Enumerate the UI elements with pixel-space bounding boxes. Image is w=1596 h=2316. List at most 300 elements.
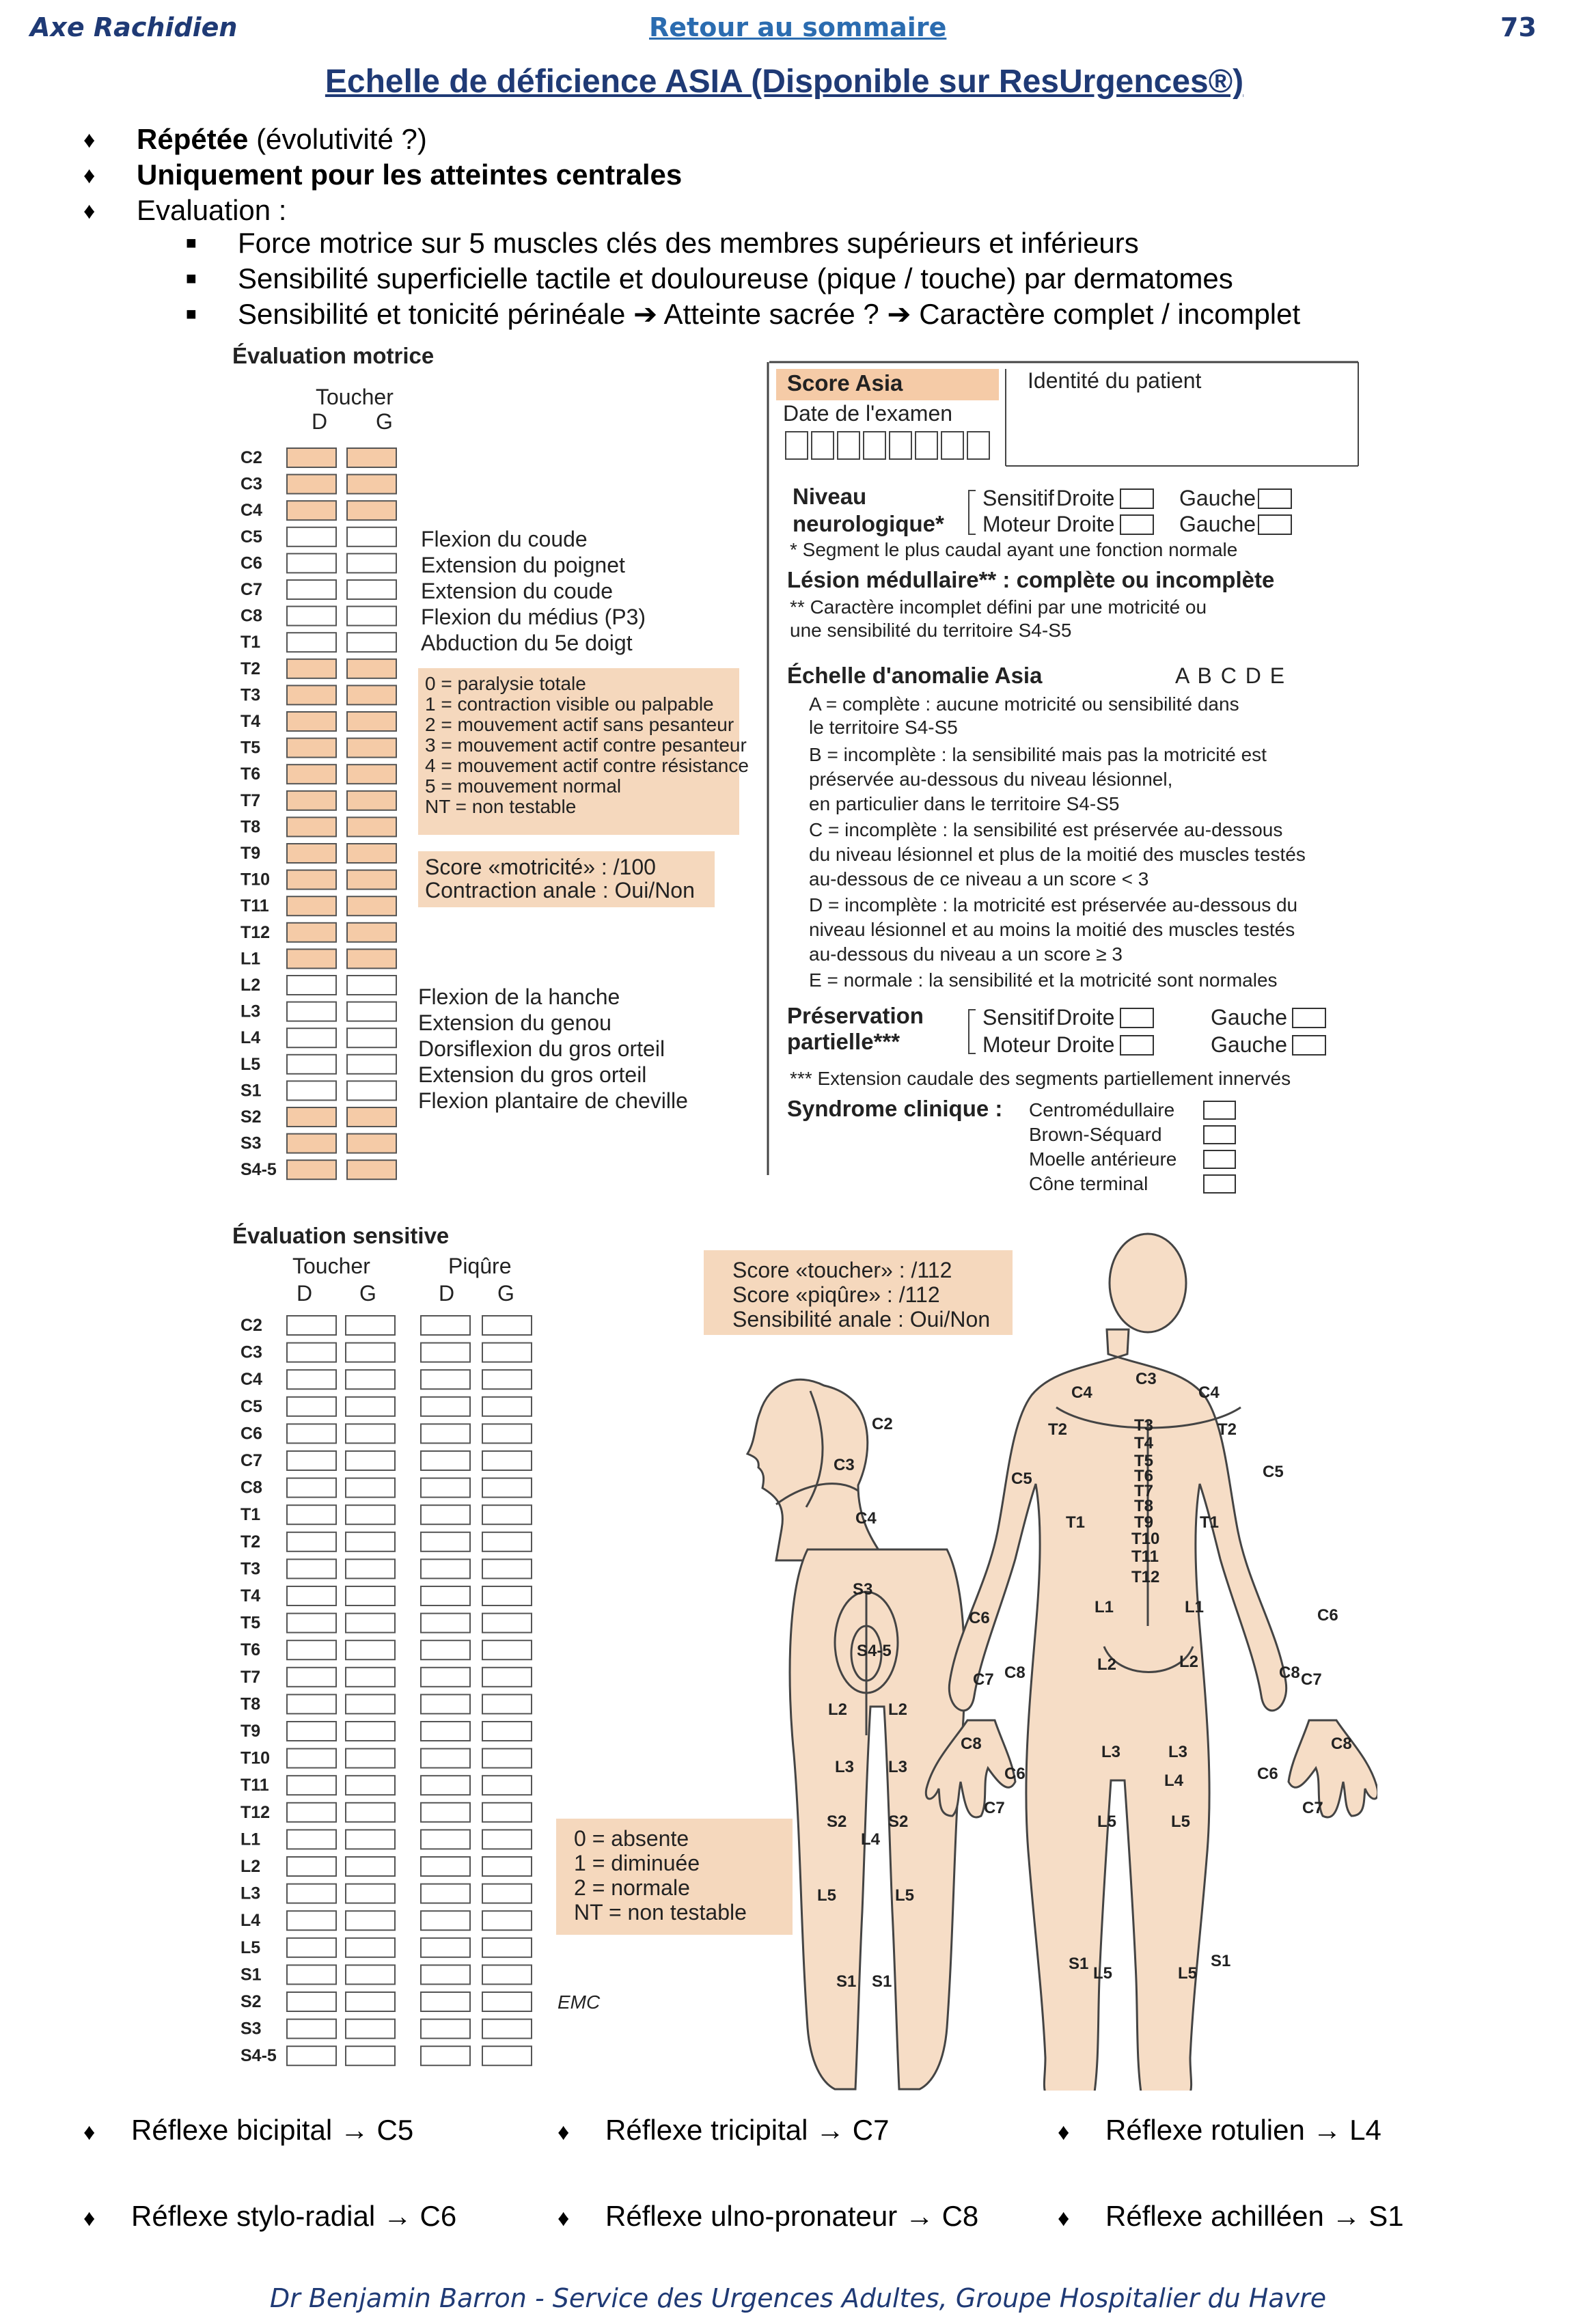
dermatome-label: C8 xyxy=(961,1735,982,1753)
diamond-bullet-icon: ♦ xyxy=(83,2205,96,2231)
touch-left-box[interactable] xyxy=(346,1884,395,1903)
prick-left-box[interactable] xyxy=(482,2019,532,2039)
motor-score-box-left[interactable] xyxy=(347,1055,396,1074)
motor-score-box-left[interactable] xyxy=(347,791,396,810)
prick-left-box[interactable] xyxy=(482,1451,532,1470)
dermatome-label: T11 xyxy=(1131,1547,1159,1566)
touch-right-box[interactable] xyxy=(287,1803,336,1822)
checkbox[interactable] xyxy=(1293,1008,1325,1028)
droite-label: Droite xyxy=(1056,1032,1115,1057)
prick-right-box[interactable] xyxy=(421,1532,470,1552)
syndrome-option: Brown-Séquard xyxy=(1029,1124,1162,1145)
sub-bullet-item: ■ Force motrice sur 5 muscles clés des membres supérieurs et inférieurs xyxy=(186,227,1139,259)
syndrome-label: Syndrome clinique : xyxy=(787,1096,1003,1121)
touch-left-box[interactable] xyxy=(346,1586,395,1605)
motor-score-box-left[interactable] xyxy=(347,1081,396,1100)
motor-score-box-left[interactable] xyxy=(347,580,396,599)
prick-right-box[interactable] xyxy=(421,1343,470,1362)
diamond-bullet-icon: ♦ xyxy=(83,127,96,153)
level-label: T2 xyxy=(240,1532,261,1552)
sensory-g-header: G xyxy=(497,1281,514,1306)
dermatome-label: C3 xyxy=(834,1456,855,1474)
motor-score-box-left[interactable] xyxy=(347,607,396,626)
incomplete-note: ** Caractère incomplet défini par une motricité ou xyxy=(790,596,1207,618)
touch-right-box[interactable] xyxy=(287,1586,336,1605)
dermatome-label: L3 xyxy=(1101,1743,1121,1761)
prick-left-box[interactable] xyxy=(482,1343,532,1362)
prick-right-box[interactable] xyxy=(421,1640,470,1659)
page-number: 73 xyxy=(1500,12,1537,42)
anterior-body-illustration xyxy=(949,1234,1286,2091)
prick-left-box[interactable] xyxy=(482,1668,532,1687)
prick-right-box[interactable] xyxy=(421,1397,470,1416)
motor-score-box-right[interactable] xyxy=(287,817,336,836)
motor-score-box-right[interactable] xyxy=(287,1160,336,1179)
muscle-label: Extension du gros orteil xyxy=(418,1062,647,1087)
prick-right-box[interactable] xyxy=(421,1857,470,1876)
neuro-level-label: Niveau xyxy=(793,484,867,509)
square-bullet-icon: ■ xyxy=(186,268,197,288)
dermatome-label: C4 xyxy=(1198,1383,1220,1402)
prick-left-box[interactable] xyxy=(482,1857,532,1876)
motor-score-box-left[interactable] xyxy=(347,685,396,704)
checkbox[interactable] xyxy=(1120,515,1153,534)
date-digit-box[interactable] xyxy=(812,432,834,459)
touch-left-box[interactable] xyxy=(346,1694,395,1713)
level-label: T11 xyxy=(240,896,269,916)
gauche-label: Gauche xyxy=(1211,1032,1288,1057)
touch-right-box[interactable] xyxy=(287,1370,336,1389)
motor-score-box-left[interactable] xyxy=(347,1160,396,1179)
prick-right-box[interactable] xyxy=(421,1586,470,1605)
motor-score-box-right[interactable] xyxy=(287,1107,336,1127)
touch-left-box[interactable] xyxy=(346,1803,395,1822)
touch-left-box[interactable] xyxy=(346,1749,395,1768)
prick-score-label: Score «piqûre» : /112 xyxy=(732,1282,940,1307)
dermatome-label: T10 xyxy=(1131,1530,1160,1548)
prick-right-box[interactable] xyxy=(421,1803,470,1822)
touch-right-box[interactable] xyxy=(287,1749,336,1768)
motor-score-box-right[interactable] xyxy=(287,1028,336,1047)
touch-left-box[interactable] xyxy=(346,1965,395,1984)
prick-left-box[interactable] xyxy=(482,1532,532,1552)
motor-g-header: G xyxy=(376,409,393,434)
prick-left-box[interactable] xyxy=(482,1803,532,1822)
touch-left-box[interactable] xyxy=(346,2019,395,2039)
checkbox[interactable] xyxy=(1293,1036,1325,1055)
touch-right-box[interactable] xyxy=(287,1316,336,1335)
touch-right-box[interactable] xyxy=(287,1532,336,1552)
touch-right-box[interactable] xyxy=(287,1911,336,1930)
date-digit-box[interactable] xyxy=(890,432,911,459)
touch-left-box[interactable] xyxy=(346,1505,395,1524)
motor-score-box-left[interactable] xyxy=(347,501,396,520)
touch-right-box[interactable] xyxy=(287,2046,336,2065)
reflex-item: ♦ Réflexe achilléen → S1 xyxy=(1058,2200,1404,2232)
dermatome-label: L5 xyxy=(895,1886,915,1905)
prick-left-box[interactable] xyxy=(482,1749,532,1768)
level-label: C7 xyxy=(240,580,262,599)
checkbox[interactable] xyxy=(1204,1101,1235,1119)
dermatome-label: L1 xyxy=(1095,1598,1114,1616)
level-label: S2 xyxy=(240,1992,262,2011)
touch-left-box[interactable] xyxy=(346,2046,395,2065)
dermatome-label: C5 xyxy=(1263,1463,1284,1481)
date-digit-box[interactable] xyxy=(864,432,885,459)
touch-right-box[interactable] xyxy=(287,1884,336,1903)
dermatome-label: L2 xyxy=(1179,1653,1199,1671)
motor-score-box-right[interactable] xyxy=(287,501,336,520)
touch-right-box[interactable] xyxy=(287,1992,336,2011)
level-label: T5 xyxy=(240,738,261,758)
checkbox[interactable] xyxy=(1120,1008,1153,1028)
motor-score-box-right[interactable] xyxy=(287,923,336,942)
touch-left-box[interactable] xyxy=(346,1343,395,1362)
touch-right-box[interactable] xyxy=(287,2019,336,2039)
checkbox[interactable] xyxy=(1120,489,1153,508)
level-label: C2 xyxy=(240,448,262,467)
muscle-label: Abduction du 5e doigt xyxy=(421,631,633,655)
dermatome-label: L5 xyxy=(1097,1812,1117,1831)
muscle-label: Dorsiflexion du gros orteil xyxy=(418,1036,665,1061)
grade-line: B = incomplète : la sensibilité mais pas la motricité est xyxy=(809,744,1267,765)
motor-score-box-right[interactable] xyxy=(287,633,336,652)
motor-score-box-right[interactable] xyxy=(287,1081,336,1100)
prick-right-box[interactable] xyxy=(421,1370,470,1389)
level-label: C4 xyxy=(240,501,262,521)
asia-grade-definitions xyxy=(809,693,1306,991)
touch-right-box[interactable] xyxy=(287,1451,336,1470)
motor-score-box-right[interactable] xyxy=(287,739,336,758)
touch-right-box[interactable] xyxy=(287,1776,336,1795)
syndrome-options xyxy=(1029,1099,1235,1194)
prick-left-box[interactable] xyxy=(482,1397,532,1416)
touch-right-box[interactable] xyxy=(287,1830,336,1849)
dermatome-label: L5 xyxy=(817,1886,837,1905)
level-label: C6 xyxy=(240,553,262,573)
incomplete-note: une sensibilité du territoire S4-S5 xyxy=(790,620,1072,641)
dermatome-label: C2 xyxy=(872,1415,893,1433)
touch-right-box[interactable] xyxy=(287,1478,336,1498)
prick-left-box[interactable] xyxy=(482,1505,532,1524)
grade-line: A = complète : aucune motricité ou sensibilité dans xyxy=(809,693,1239,715)
prick-right-box[interactable] xyxy=(421,1830,470,1849)
prick-right-box[interactable] xyxy=(421,1992,470,2011)
touch-right-box[interactable] xyxy=(287,1694,336,1713)
touch-right-box[interactable] xyxy=(287,1614,336,1633)
prick-left-box[interactable] xyxy=(482,1911,532,1930)
touch-right-box[interactable] xyxy=(287,1938,336,1957)
checkbox[interactable] xyxy=(1120,1036,1153,1055)
syndrome-option: Centromédullaire xyxy=(1029,1099,1175,1120)
motor-score-box-right[interactable] xyxy=(287,870,336,890)
prick-right-box[interactable] xyxy=(421,1776,470,1795)
touch-right-box[interactable] xyxy=(287,1343,336,1362)
motor-score-box-left[interactable] xyxy=(347,764,396,784)
sensory-touch-header: Toucher xyxy=(292,1254,370,1278)
dermatome-label: L3 xyxy=(835,1758,855,1776)
date-digit-box[interactable] xyxy=(838,432,859,459)
motor-score-box-right[interactable] xyxy=(287,475,336,494)
motor-score-box-right[interactable] xyxy=(287,844,336,863)
dermatome-label: C6 xyxy=(969,1609,990,1627)
motor-score-box-left[interactable] xyxy=(347,633,396,652)
motor-score-box-left[interactable] xyxy=(347,896,396,915)
motor-score-box-right[interactable] xyxy=(287,764,336,784)
dermatome-label: C7 xyxy=(1302,1799,1323,1817)
scale-line: 0 = paralysie totale xyxy=(425,673,586,694)
dermatome-label: C8 xyxy=(1279,1664,1300,1682)
motor-score-box-right[interactable] xyxy=(287,791,336,810)
exam-date-label: Date de l'examen xyxy=(783,401,953,426)
level-label: L1 xyxy=(240,1830,261,1849)
prick-right-box[interactable] xyxy=(421,1911,470,1930)
touch-right-box[interactable] xyxy=(287,1965,336,1984)
touch-left-box[interactable] xyxy=(346,1830,395,1849)
level-label: L4 xyxy=(240,1911,261,1931)
level-label: L3 xyxy=(240,1002,261,1021)
touch-left-box[interactable] xyxy=(346,1559,395,1578)
motor-score-box-right[interactable] xyxy=(287,1134,336,1153)
dermatome-label: T1 xyxy=(1200,1513,1220,1532)
prick-right-box[interactable] xyxy=(421,2019,470,2039)
prick-right-box[interactable] xyxy=(421,1694,470,1713)
level-label: T7 xyxy=(240,790,261,810)
motor-score-box-right[interactable] xyxy=(287,1055,336,1074)
motor-score-box-left[interactable] xyxy=(347,739,396,758)
dermatome-label: L5 xyxy=(1093,1964,1113,1983)
scale-line: NT = non testable xyxy=(425,796,577,817)
touch-left-box[interactable] xyxy=(346,1992,395,2011)
motor-score-box-left[interactable] xyxy=(347,817,396,836)
touch-right-box[interactable] xyxy=(287,1397,336,1416)
motor-score-box-right[interactable] xyxy=(287,527,336,547)
motor-score-box-right[interactable] xyxy=(287,580,336,599)
sensory-g-header: G xyxy=(359,1281,376,1306)
motor-score-box-left[interactable] xyxy=(347,1134,396,1153)
motor-evaluation-title: Évaluation motrice xyxy=(232,343,435,368)
touch-left-box[interactable] xyxy=(346,1614,395,1633)
level-label: L5 xyxy=(240,1054,261,1074)
motor-score-box-left[interactable] xyxy=(347,844,396,863)
checkbox[interactable] xyxy=(1204,1175,1235,1193)
motor-score-box-right[interactable] xyxy=(287,949,336,968)
level-label: C5 xyxy=(240,527,262,547)
level-label: T3 xyxy=(240,685,261,705)
touch-left-box[interactable] xyxy=(346,1911,395,1930)
motor-score-box-left[interactable] xyxy=(347,659,396,678)
motor-touch-header: Toucher xyxy=(316,385,394,409)
prick-left-box[interactable] xyxy=(482,2046,532,2065)
touch-left-box[interactable] xyxy=(346,1857,395,1876)
grade-line: au-dessous de ce niveau a un score < 3 xyxy=(809,868,1149,890)
square-bullet-icon: ■ xyxy=(186,232,197,253)
prick-left-box[interactable] xyxy=(482,1965,532,1984)
back-to-summary-link[interactable]: Retour au sommaire xyxy=(649,12,947,42)
touch-right-box[interactable] xyxy=(287,1722,336,1741)
dermatome-label: L3 xyxy=(888,1758,908,1776)
extension-note: *** Extension caudale des segments partiellement innervés xyxy=(790,1068,1291,1089)
level-label: S2 xyxy=(240,1107,262,1127)
diamond-bullet-icon: ♦ xyxy=(83,198,96,224)
motor-score-box-right[interactable] xyxy=(287,607,336,626)
prick-right-box[interactable] xyxy=(421,1668,470,1687)
level-label: C8 xyxy=(240,1478,262,1498)
date-digit-box[interactable] xyxy=(916,432,937,459)
syndrome-option: Moelle antérieure xyxy=(1029,1148,1177,1170)
motor-score-box-right[interactable] xyxy=(287,685,336,704)
touch-left-box[interactable] xyxy=(346,1316,395,1335)
motor-score-box-left[interactable] xyxy=(347,712,396,731)
touch-left-box[interactable] xyxy=(346,1640,395,1659)
touch-left-box[interactable] xyxy=(346,1370,395,1389)
date-digit-box[interactable] xyxy=(786,432,808,459)
touch-left-box[interactable] xyxy=(346,1397,395,1416)
checkbox[interactable] xyxy=(1258,515,1291,534)
touch-left-box[interactable] xyxy=(346,1451,395,1470)
sensitif-label: Sensitif xyxy=(982,486,1054,510)
level-label: C6 xyxy=(240,1424,262,1444)
diamond-bullet-icon: ♦ xyxy=(1058,2119,1070,2145)
prick-right-box[interactable] xyxy=(421,1316,470,1335)
sensory-d-header: D xyxy=(439,1281,455,1306)
level-label: T3 xyxy=(240,1559,261,1579)
footer-author: Dr Benjamin Barron - Service des Urgences Adultes, Groupe Hospitalier du Havre xyxy=(269,2283,1327,2313)
touch-left-box[interactable] xyxy=(346,1722,395,1741)
prick-left-box[interactable] xyxy=(482,1370,532,1389)
motor-score-box-left[interactable] xyxy=(347,448,396,467)
prick-right-box[interactable] xyxy=(421,1938,470,1957)
prick-right-box[interactable] xyxy=(421,1451,470,1470)
prick-right-box[interactable] xyxy=(421,1478,470,1498)
checkbox[interactable] xyxy=(1258,489,1291,508)
date-digit-box[interactable] xyxy=(967,432,989,459)
motor-score-box-right[interactable] xyxy=(287,896,336,915)
prick-right-box[interactable] xyxy=(421,1505,470,1524)
level-label: T12 xyxy=(240,1802,271,1822)
motor-score-box-left[interactable] xyxy=(347,870,396,890)
muscle-label: Flexion du médius (P3) xyxy=(421,605,646,629)
diamond-bullet-icon: ♦ xyxy=(83,2119,96,2145)
prick-left-box[interactable] xyxy=(482,1938,532,1957)
prick-left-box[interactable] xyxy=(482,1478,532,1498)
motor-score-box-right[interactable] xyxy=(287,659,336,678)
touch-right-box[interactable] xyxy=(287,1559,336,1578)
bullet-item: ♦ Uniquement pour les atteintes centrales xyxy=(83,158,683,191)
dermatome-label: C4 xyxy=(1071,1383,1092,1402)
motor-score-box-left[interactable] xyxy=(347,527,396,547)
prick-left-box[interactable] xyxy=(482,1559,532,1578)
touch-right-box[interactable] xyxy=(287,1640,336,1659)
motor-score-box-right[interactable] xyxy=(287,712,336,731)
motor-score-box-left[interactable] xyxy=(347,1107,396,1127)
motor-score-box-left[interactable] xyxy=(347,923,396,942)
motor-score-box-right[interactable] xyxy=(287,976,336,995)
prick-left-box[interactable] xyxy=(482,1694,532,1713)
scale-line: 5 = mouvement normal xyxy=(425,775,622,797)
date-digit-box[interactable] xyxy=(941,432,963,459)
prick-left-box[interactable] xyxy=(482,1586,532,1605)
scale-line: NT = non testable xyxy=(574,1900,747,1925)
level-label: L2 xyxy=(240,1857,261,1876)
level-label: L1 xyxy=(240,949,261,969)
bullet-item: ♦ Répétée (évolutivité ?) xyxy=(83,123,427,155)
motor-score-box-left[interactable] xyxy=(347,1002,396,1021)
sensitif-label: Sensitif xyxy=(982,1005,1054,1030)
gauche-label: Gauche xyxy=(1211,1005,1288,1030)
patient-id-label: Identité du patient xyxy=(1028,368,1202,393)
level-label: C3 xyxy=(240,474,262,494)
muscle-label: Flexion plantaire de cheville xyxy=(418,1088,688,1113)
prick-left-box[interactable] xyxy=(482,1992,532,2011)
level-label: C8 xyxy=(240,606,262,626)
prick-left-box[interactable] xyxy=(482,1776,532,1795)
touch-right-box[interactable] xyxy=(287,1668,336,1687)
checkbox[interactable] xyxy=(1204,1150,1235,1168)
touch-right-box[interactable] xyxy=(287,1857,336,1876)
checkbox[interactable] xyxy=(1204,1126,1235,1144)
dermatome-label: T12 xyxy=(1131,1568,1160,1586)
reflex-item: ♦ Réflexe ulno-pronateur → C8 xyxy=(558,2200,979,2232)
motor-score-box-left[interactable] xyxy=(347,475,396,494)
bullet-item: ♦ Evaluation : xyxy=(83,194,287,226)
motor-score-box-right[interactable] xyxy=(287,553,336,573)
motor-score-box-left[interactable] xyxy=(347,949,396,968)
scale-line: 0 = absente xyxy=(574,1826,689,1851)
touch-left-box[interactable] xyxy=(346,1478,395,1498)
upper-limb-muscles xyxy=(421,527,646,655)
prick-right-box[interactable] xyxy=(421,1884,470,1903)
prick-right-box[interactable] xyxy=(421,2046,470,2065)
prick-right-box[interactable] xyxy=(421,1614,470,1633)
motor-score-box-left[interactable] xyxy=(347,976,396,995)
touch-left-box[interactable] xyxy=(346,1668,395,1687)
dermatome-label: L2 xyxy=(1097,1655,1117,1674)
prick-right-box[interactable] xyxy=(421,1965,470,1984)
dermatome-label: L2 xyxy=(888,1700,908,1719)
motor-score-box-right[interactable] xyxy=(287,448,336,467)
touch-left-box[interactable] xyxy=(346,1532,395,1552)
prick-right-box[interactable] xyxy=(421,1749,470,1768)
motor-score-box-left[interactable] xyxy=(347,553,396,573)
muscle-label: Extension du coude xyxy=(421,579,614,603)
touch-left-box[interactable] xyxy=(346,1938,395,1957)
prick-left-box[interactable] xyxy=(482,1884,532,1903)
prick-right-box[interactable] xyxy=(421,1722,470,1741)
prick-left-box[interactable] xyxy=(482,1316,532,1335)
dermatome-label: S1 xyxy=(872,1972,892,1991)
touch-left-box[interactable] xyxy=(346,1424,395,1443)
prick-left-box[interactable] xyxy=(482,1424,532,1443)
prick-left-box[interactable] xyxy=(482,1614,532,1633)
motor-score-box-right[interactable] xyxy=(287,1002,336,1021)
level-label: L4 xyxy=(240,1028,261,1048)
touch-right-box[interactable] xyxy=(287,1505,336,1524)
touch-left-box[interactable] xyxy=(346,1776,395,1795)
scale-line: 4 = mouvement actif contre résistance xyxy=(425,755,749,776)
dermatome-label: T2 xyxy=(1048,1420,1068,1439)
level-label: S4-5 xyxy=(240,2046,277,2066)
motor-score-box-left[interactable] xyxy=(347,1028,396,1047)
prick-left-box[interactable] xyxy=(482,1640,532,1659)
touch-right-box[interactable] xyxy=(287,1424,336,1443)
prick-right-box[interactable] xyxy=(421,1559,470,1578)
prick-left-box[interactable] xyxy=(482,1722,532,1741)
level-label: T4 xyxy=(240,1586,261,1605)
prick-left-box[interactable] xyxy=(482,1830,532,1849)
level-label: T10 xyxy=(240,870,271,890)
prick-right-box[interactable] xyxy=(421,1424,470,1443)
